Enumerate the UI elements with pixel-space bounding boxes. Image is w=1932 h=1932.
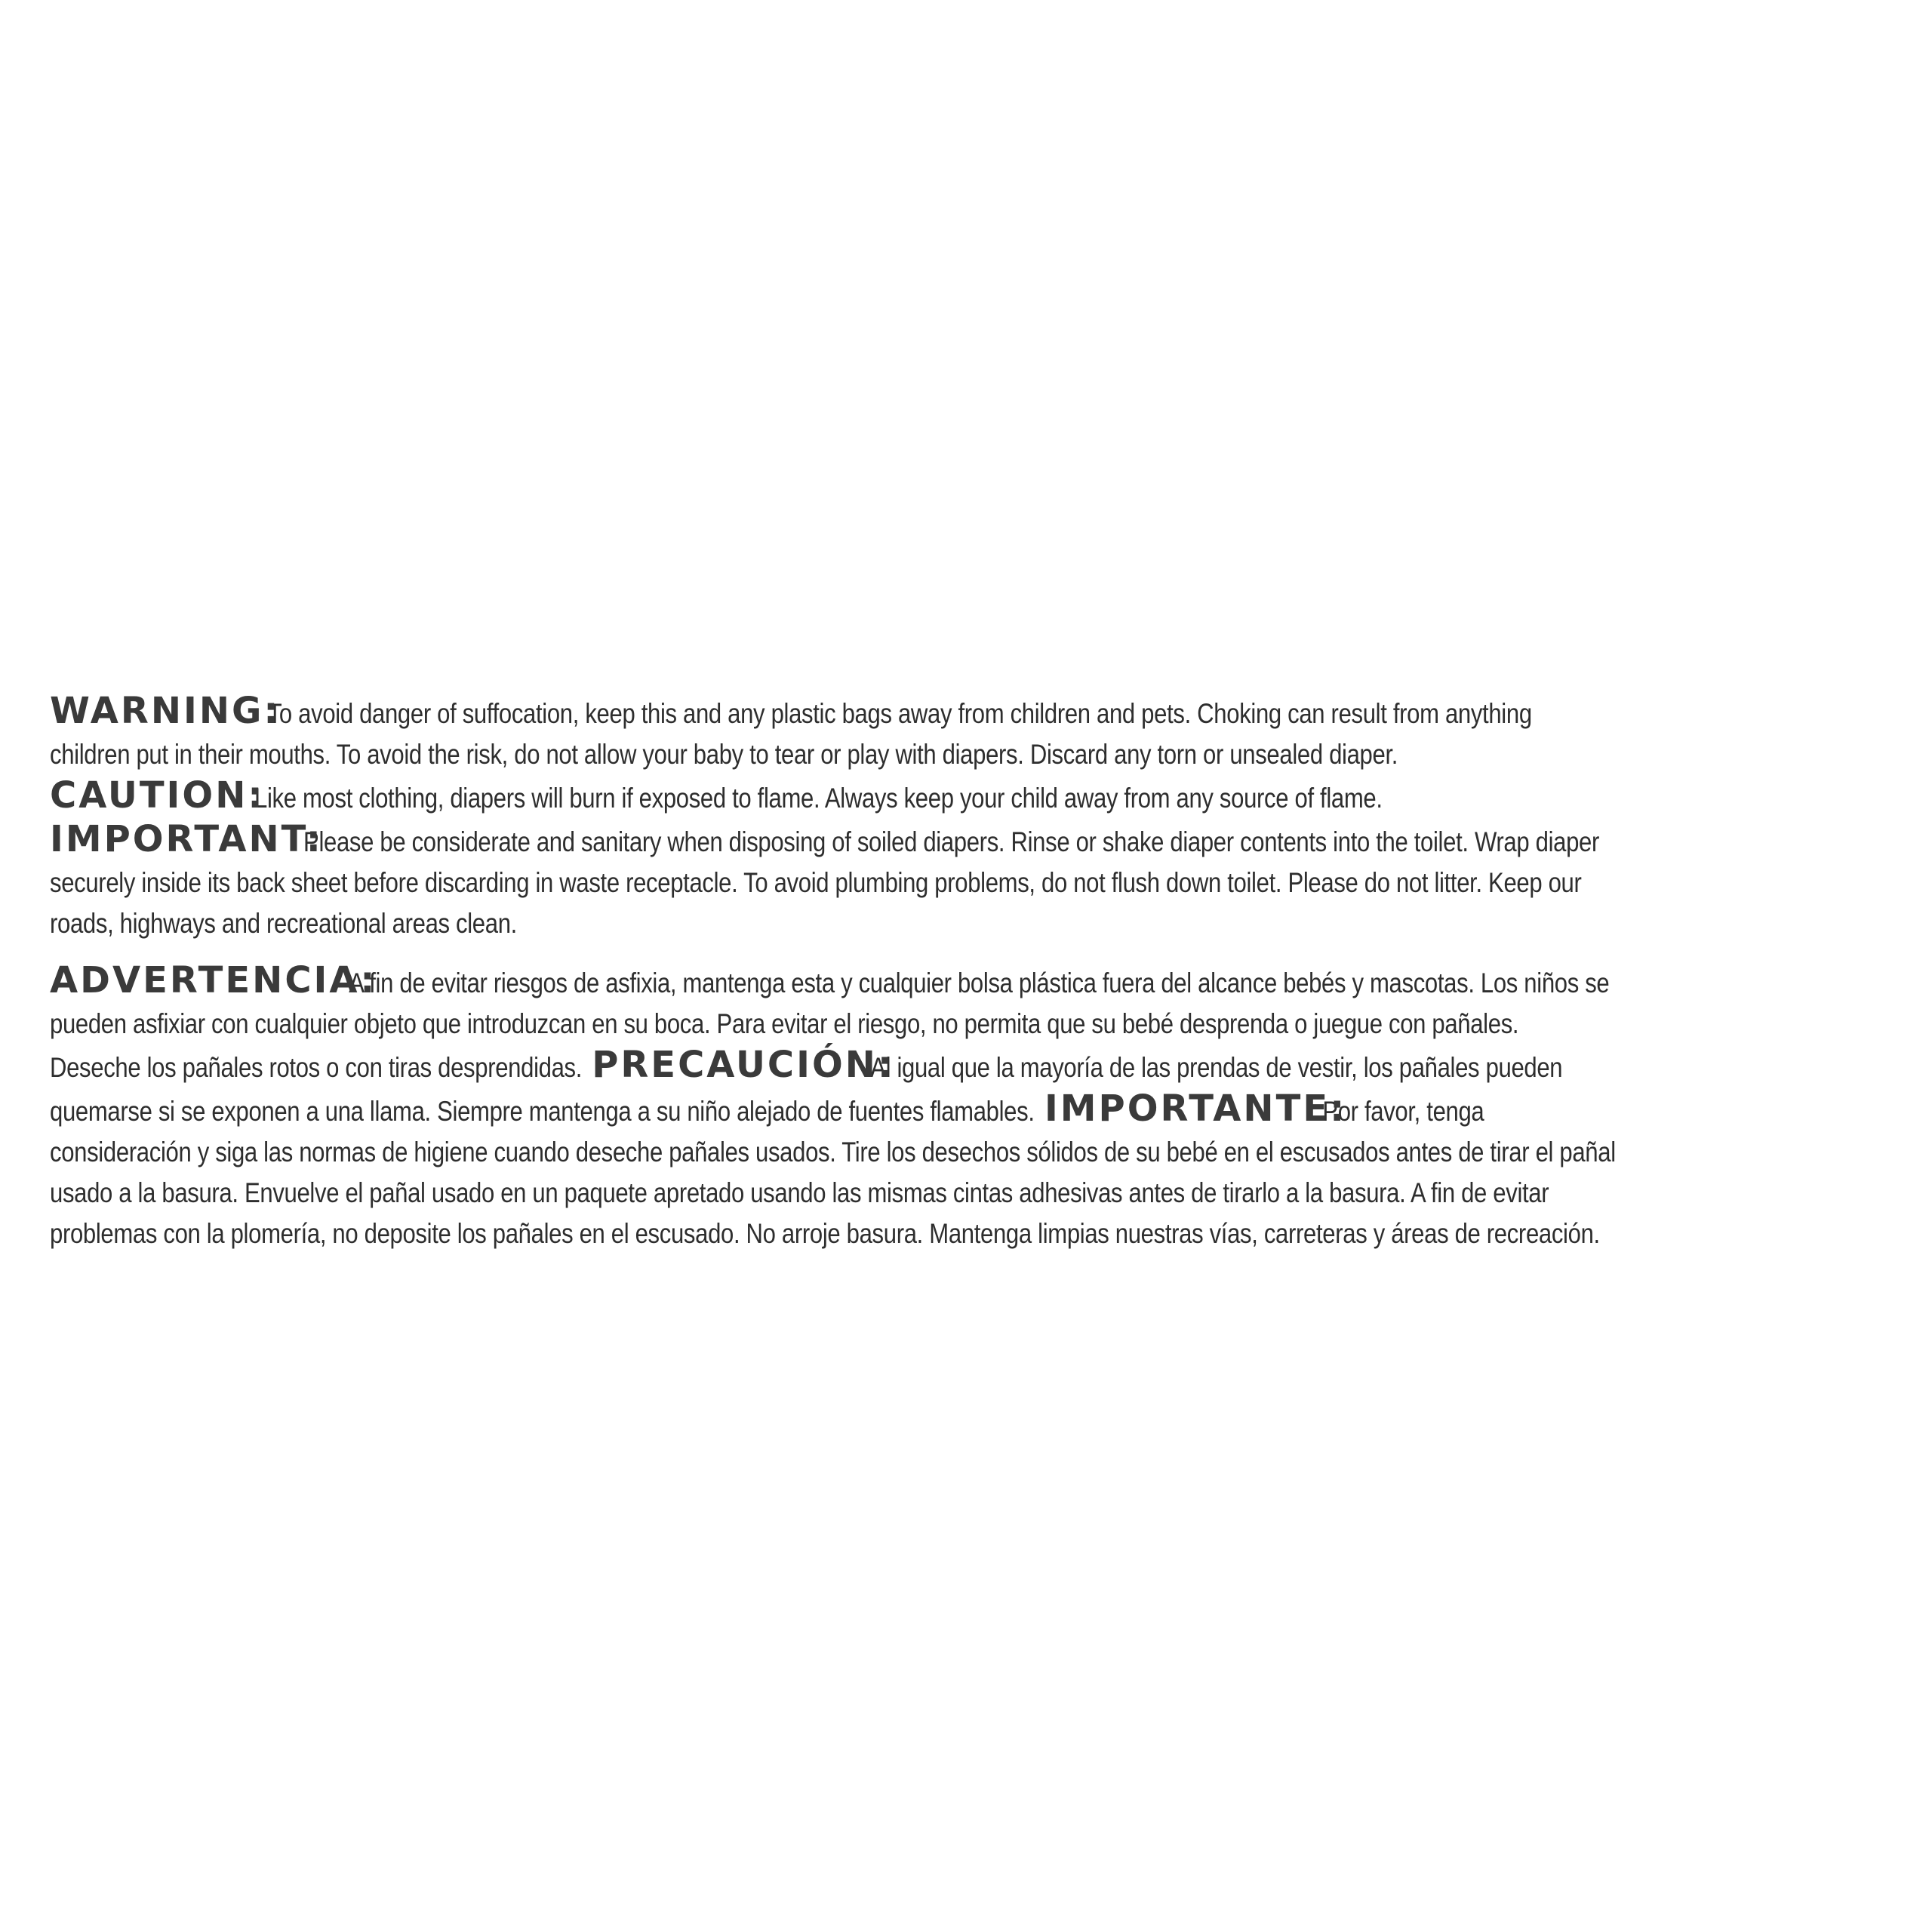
precaucion-label: PRECAUCIÓN:	[592, 1044, 895, 1086]
importante-text: Por favor, tenga consideración y siga las normas de higiene cuando deseche pañales usados. Tire los desechos sólidos de su bebé en el escusados antes de tirar el pañal usado a la basura. Envuelve el pañal usado en un paquete apretado usando las mismas cintas adhesivas antes de tirarlo a la basura. A fin de evitar problemas con la plomería, no deposite los pañales en el escusado. No arroje basura. Mantenga limpias nuestras vías, carreteras y áreas de recreación.	[50, 1096, 1616, 1249]
advertencia-paragraph	[50, 960, 1616, 1254]
caution-label: CAUTION:	[50, 774, 265, 817]
important-text: Please be considerate and sanitary when disposing of soiled diapers. Rinse or shake diaper contents into the toilet. Wrap diaper securely inside its back sheet before discarding in waste receptacle. To avoid plumbing problems, do not flush down toilet. Please do not litter. Keep our roads, highways and recreational areas clean.	[50, 826, 1599, 939]
spanish-warnings-block	[50, 960, 1616, 1254]
important-label: IMPORTANT:	[50, 818, 323, 860]
important-paragraph	[50, 819, 1616, 944]
caution-text: Like most clothing, diapers will burn if exposed to flame. Always keep your child away from any source of flame.	[254, 783, 1383, 814]
english-warnings-block	[50, 691, 1616, 944]
advertencia-text: A fin de evitar riesgos de asfixia, mantenga esta y cualquier bolsa plástica fuera del alcance bebés y mascotas. Los niños se pueden asfixiar con cualquier objeto que introduzcan en su boca. Para evitar el riesgo, no permita que su bebé desprenda o juegue con pañales. Deseche los pañales rotos o con tiras desprendidas.	[50, 968, 1610, 1083]
warning-text: To avoid danger of suffocation, keep this and any plastic bags away from children and pets. Choking can result from anything children put in their mouths. To avoid the risk, do not allow your baby to tear or play with diapers. Discard any torn or unsealed diaper.	[50, 698, 1532, 770]
precaucion-text: Al igual que la mayoría de las prendas de vestir, los pañales pueden quemarse si se exponen a una llama. Siempre mantenga a su niño alejado de fuentes flamables.	[50, 1052, 1563, 1127]
caution-paragraph	[50, 775, 1616, 819]
warning-label: WARNING:	[50, 690, 281, 732]
importante-label: IMPORTANTE:	[1044, 1088, 1347, 1130]
advertencia-label: ADVERTENCIA:	[50, 959, 377, 1001]
warning-paragraph	[50, 691, 1616, 775]
